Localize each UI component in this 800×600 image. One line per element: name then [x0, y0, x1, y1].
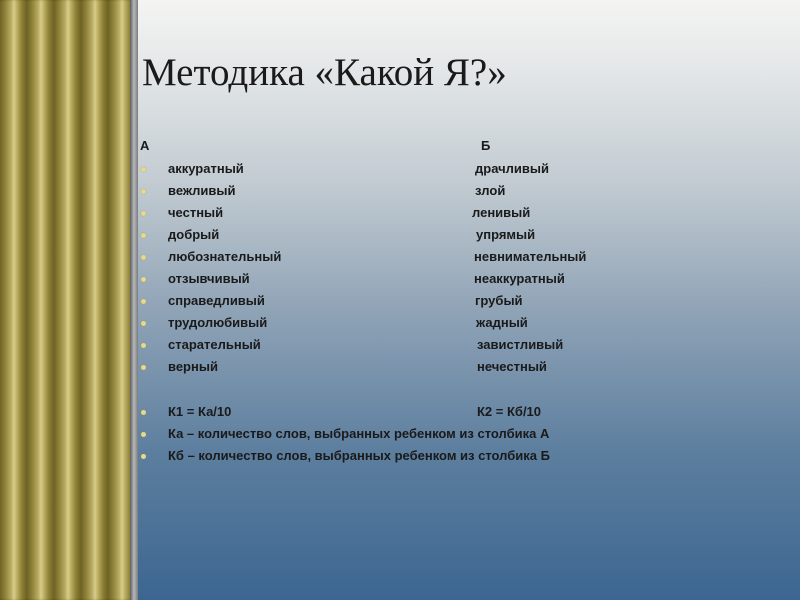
bullet-icon [141, 299, 146, 304]
list-item-b: упрямый [476, 227, 536, 242]
bullet-icon [141, 211, 146, 216]
list-item-b: жадный [476, 315, 528, 330]
bullet-icon [141, 277, 146, 282]
bullet-icon [141, 167, 146, 172]
list-item-b: завистливый [477, 337, 564, 352]
list-item-b: злой [475, 183, 506, 198]
decorative-side-panel [0, 0, 138, 600]
list-item-b: драчливый [475, 161, 549, 176]
list-item-a: отзывчивый [168, 271, 250, 286]
list-item-a: верный [168, 359, 218, 374]
bullet-icon [141, 189, 146, 194]
bullet-icon [141, 233, 146, 238]
list-item-b: неаккуратный [474, 271, 565, 286]
list-item-b: ленивый [472, 205, 531, 220]
note-column-b: Кб – количество слов, выбранных ребенком из столбика Б [168, 448, 550, 463]
list-item-b: грубый [475, 293, 523, 308]
list-item-a: аккуратный [168, 161, 244, 176]
bullet-icon [141, 454, 146, 459]
list-item-b: невнимательный [474, 249, 587, 264]
bullet-icon [141, 321, 146, 326]
note-column-a: Ка – количество слов, выбранных ребенком из столбика А [168, 426, 550, 441]
list-item-a: старательный [168, 337, 261, 352]
formula-k2: К2 = Кб/10 [477, 404, 542, 419]
list-item-a: честный [168, 205, 224, 220]
list-item-a: любознательный [168, 249, 282, 264]
formula-k1: К1 = Ка/10 [168, 404, 232, 419]
bullet-icon [141, 365, 146, 370]
column-b-header: Б [481, 138, 491, 153]
list-item-b: нечестный [477, 359, 547, 374]
list-item-a: трудолюбивый [168, 315, 268, 330]
list-item-a: добрый [168, 227, 220, 242]
bullet-icon [141, 255, 146, 260]
bullet-icon [141, 343, 146, 348]
slide-title: Методика «Какой Я?» [142, 51, 507, 94]
bullet-icon [141, 410, 146, 415]
list-item-a: вежливый [168, 183, 236, 198]
column-a-header: А [140, 138, 150, 153]
list-item-a: справедливый [168, 293, 265, 308]
bullet-icon [141, 432, 146, 437]
